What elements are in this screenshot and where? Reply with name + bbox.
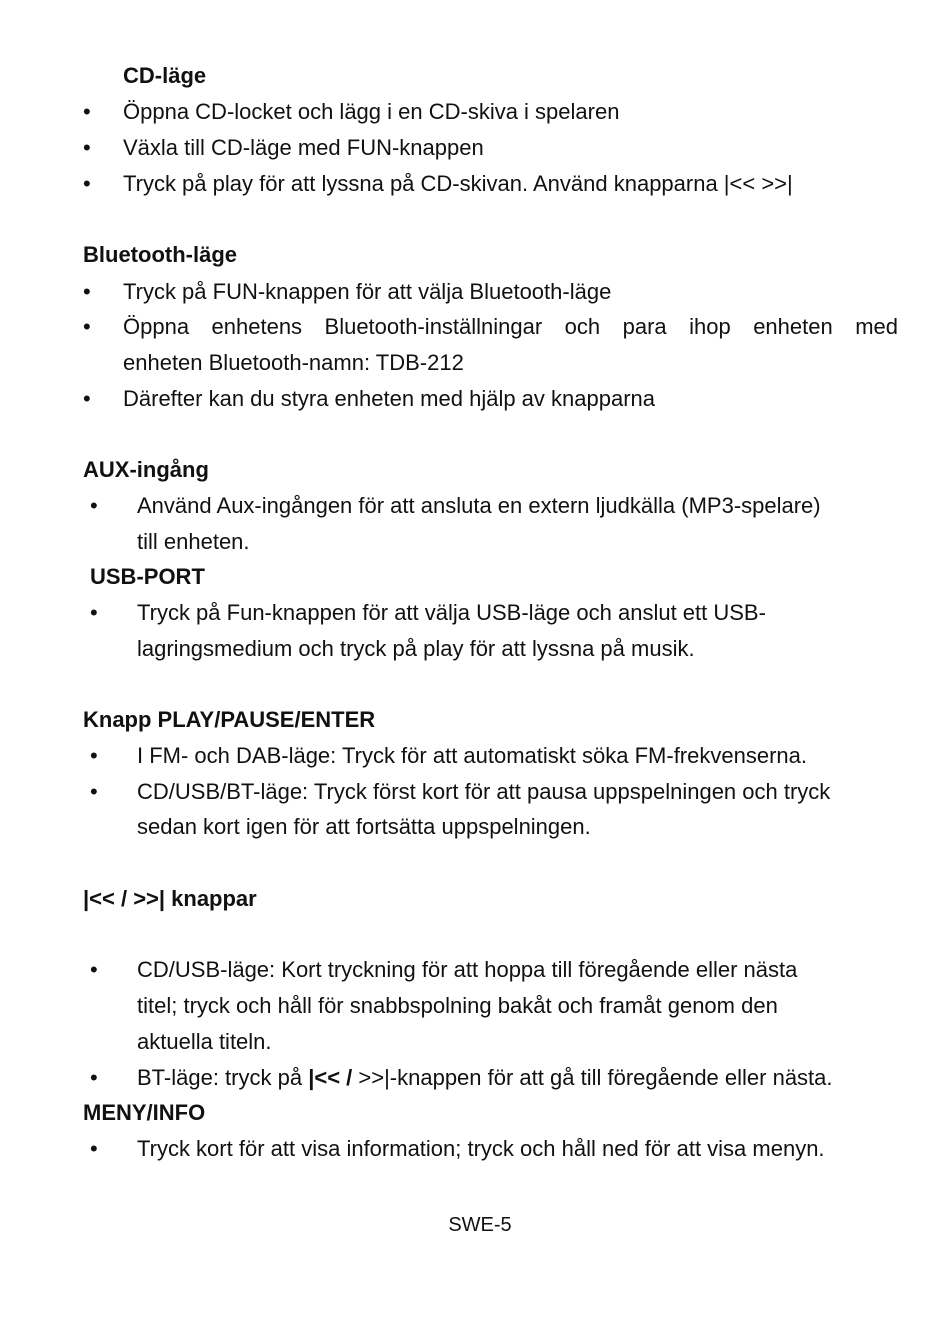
list-item: CD/USB-läge: Kort tryckning för att hoppa till föregående eller nästa	[137, 957, 798, 982]
list-item: Tryck på FUN-knappen för att välja Bluetooth-läge	[123, 279, 612, 304]
list-item-continuation: titel; tryck och håll för snabbspolning bakåt och framåt genom den	[137, 993, 778, 1018]
bullet-icon: •	[90, 1065, 98, 1090]
bullet-icon: •	[90, 1136, 98, 1161]
list-item-continuation: aktuella titeln.	[137, 1029, 272, 1054]
list-item: Tryck kort för att visa information; tryck och håll ned för att visa menyn.	[137, 1136, 825, 1161]
list-item-text: BT-läge: tryck på	[137, 1065, 309, 1090]
heading-bluetooth-mode: Bluetooth-läge	[83, 242, 237, 267]
list-item: Öppna enhetens Bluetooth-inställningar och para ihop enheten med	[123, 314, 898, 339]
bullet-icon: •	[83, 99, 91, 124]
heading-usb-port: USB-PORT	[90, 564, 205, 589]
list-item: Använd Aux-ingången för att ansluta en extern ljudkälla (MP3-spelare)	[137, 493, 821, 518]
heading-skip-buttons: |<< / >>| knappar	[83, 886, 257, 911]
list-item: Växla till CD-läge med FUN-knappen	[123, 135, 484, 160]
heading-play-pause-enter: Knapp PLAY/PAUSE/ENTER	[83, 707, 376, 732]
bullet-icon: •	[90, 493, 98, 518]
list-item: I FM- och DAB-läge: Tryck för att automatiskt söka FM-frekvenserna.	[137, 743, 807, 768]
list-item-bold-text: |<< /	[308, 1065, 353, 1090]
bullet-icon: •	[90, 779, 98, 804]
list-item-text: >>|-knappen för att gå till föregående eller nästa.	[352, 1065, 833, 1090]
list-item: Tryck på play för att lyssna på CD-skivan. Använd knapparna |<< >>|	[123, 171, 793, 196]
list-item: Tryck på Fun-knappen för att välja USB-läge och anslut ett USB-	[137, 600, 766, 625]
bullet-icon: •	[90, 600, 98, 625]
bullet-icon: •	[83, 279, 91, 304]
page-number: SWE-5	[448, 1214, 512, 1236]
list-item: Öppna CD-locket och lägg i en CD-skiva i spelaren	[123, 99, 620, 124]
list-item-continuation: sedan kort igen för att fortsätta uppspelningen.	[137, 814, 591, 839]
heading-aux-input: AUX-ingång	[83, 457, 209, 482]
bullet-icon: •	[90, 743, 98, 768]
list-item: CD/USB/BT-läge: Tryck först kort för att pausa uppspelningen och tryck	[137, 779, 831, 804]
list-item: Därefter kan du styra enheten med hjälp av knapparna	[123, 386, 655, 411]
list-item	[137, 1064, 833, 1092]
heading-cd-mode: CD-läge	[123, 63, 207, 88]
bullet-icon: •	[83, 314, 91, 339]
list-item-continuation: lagringsmedium och tryck på play för att lyssna på musik.	[137, 636, 695, 661]
bullet-icon: •	[90, 957, 98, 982]
heading-menu-info: MENY/INFO	[83, 1100, 206, 1125]
bullet-icon: •	[83, 135, 91, 160]
bullet-icon: •	[83, 386, 91, 411]
list-item-continuation: enheten Bluetooth-namn: TDB-212	[123, 350, 464, 375]
bullet-icon: •	[83, 171, 91, 196]
list-item-continuation: till enheten.	[137, 529, 250, 554]
